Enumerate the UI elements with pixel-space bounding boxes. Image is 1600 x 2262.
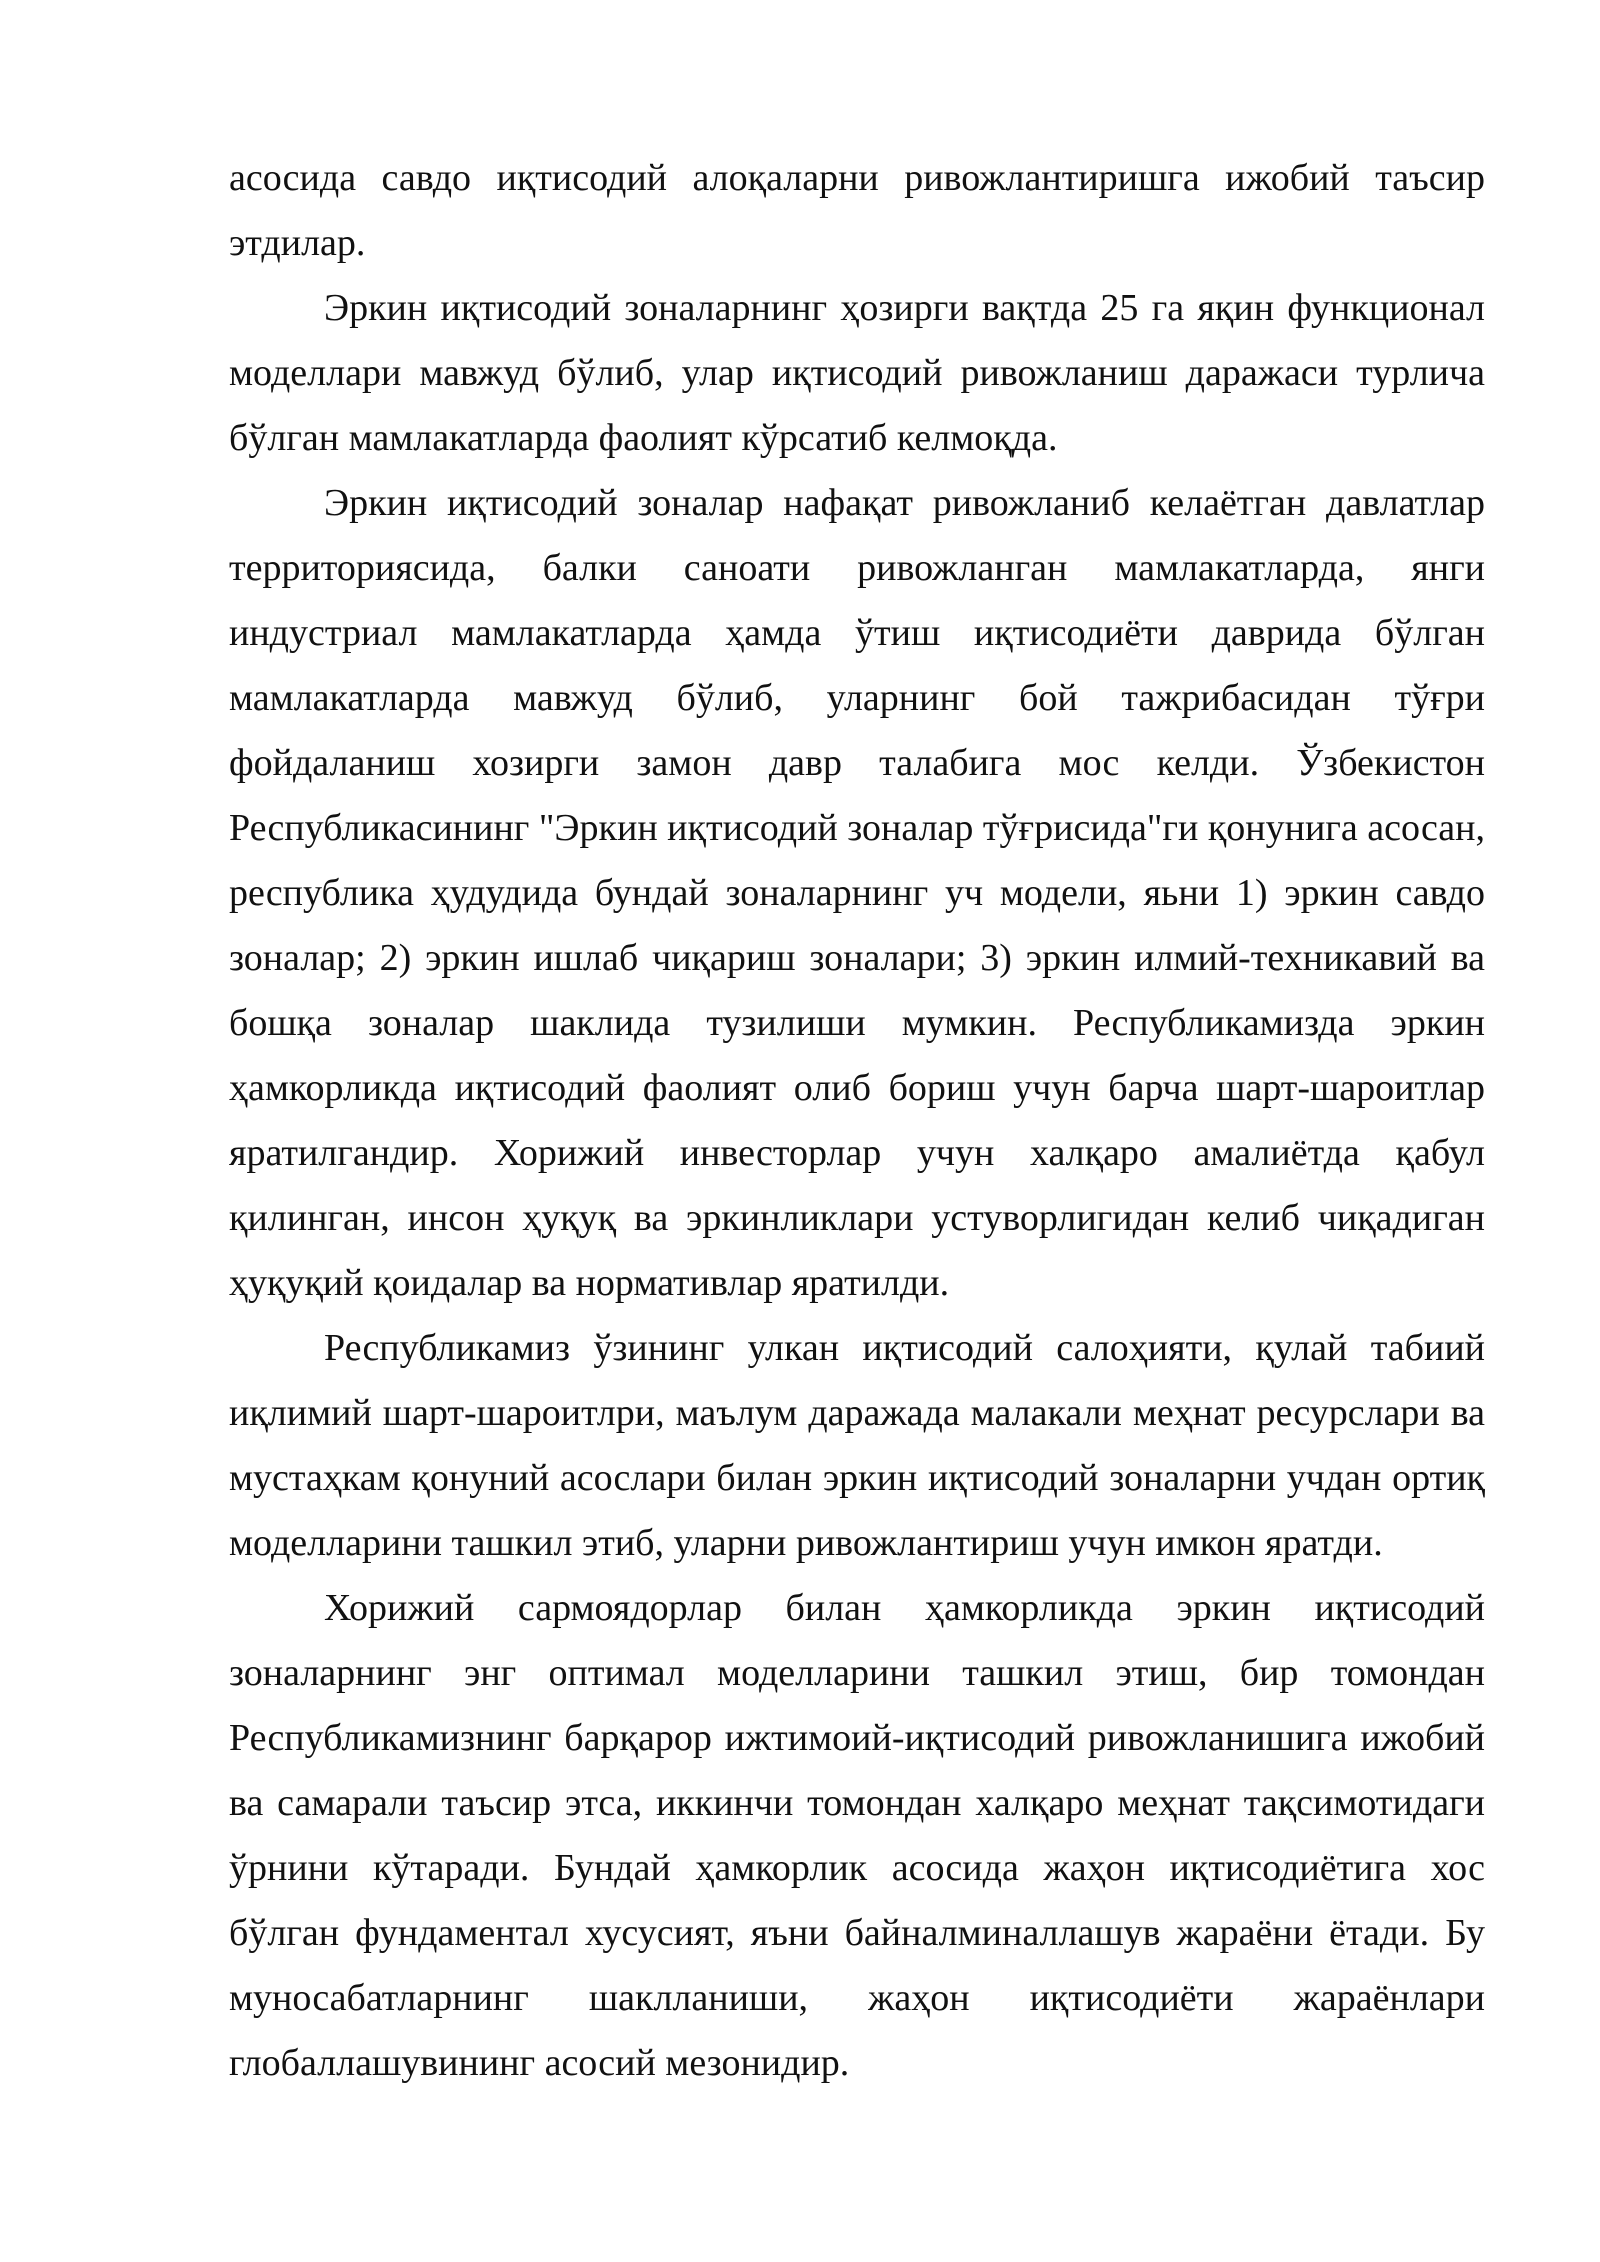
document-body bbox=[229, 146, 1485, 2096]
paragraph-zone-types: Эркин иқтисодий зоналар нафақат ривожланиб келаётган давлатлар территориясида, балки саноати ривожланган мамлакатларда, янги индустриал мамлакатларда ҳамда ўтиш иқтисодиёти даврида бўлган мамлакатларда мавжуд бўлиб, уларнинг бой тажрибасидан тўғри фойдаланиш хозирги замон давр талабига мос келди. Ўзбекистон Республикасининг "Эркин иқтисодий зоналар тўғрисида"ги қонунига асосан, республика ҳудудида бундай зоналарнинг уч модели, яьни 1) эркин савдо зоналар; 2) эркин ишлаб чиқариш зоналари; 3) эркин илмий-техникавий ва бошқа зоналар шаклида тузилиши мумкин. Республикамизда эркин ҳамкорликда иқтисодий фаолият олиб бориш учун барча шарт-шароитлар яратилгандир. Хорижий инвесторлар учун халқаро амалиётда қабул қилинган, инсон ҳуқуқ ва эркинликлари устуворлигидан келиб чиқадиган ҳуқуқий қоидалар ва нормативлар яратилди. bbox=[229, 482, 1485, 1304]
paragraph-republic-potential: Республикамиз ўзининг улкан иқтисодий салоҳияти, қулай табиий иқлимий шарт-шароитлри, маълум даражада малакали меҳнат ресурслари ва мустаҳкам қонуний асослари билан эркин иқтисодий зоналарни учдан ортиқ моделларини ташкил этиб, уларни ривожлантириш учун имкон яратди. bbox=[229, 1327, 1485, 1564]
paragraph-continued: асосида савдо иқтисодий алоқаларни ривожлантиришга ижобий таъсир этдилар. bbox=[229, 157, 1485, 264]
paragraph-foreign-investors: Хорижий сармоядорлар билан ҳамкорликда эркин иқтисодий зоналарнинг энг оптимал моделларини ташкил этиш, бир томондан Республикамизнинг барқарор ижтимоий-иқтисодий ривожланишига ижобий ва самарали таъсир этса, иккинчи томондан халқаро меҳнат тақсимотидаги ўрнини кўтаради. Бундай ҳамкорлик асосида жаҳон иқтисодиётига хос бўлган фундаментал хусусият, яъни байналминаллашув жараёни ётади. Бу муносабатларнинг шаклланиши, жаҳон иқтисодиёти жараёнлари глобаллашувининг асосий мезонидир. bbox=[229, 1587, 1485, 2084]
paragraph-functional-models: Эркин иқтисодий зоналарнинг ҳозирги вақтда 25 га яқин функционал моделлари мавжуд бўлиб, улар иқтисодий ривожланиш даражаси турлича бўлган мамлакатларда фаолият кўрсатиб келмоқда. bbox=[229, 287, 1485, 459]
